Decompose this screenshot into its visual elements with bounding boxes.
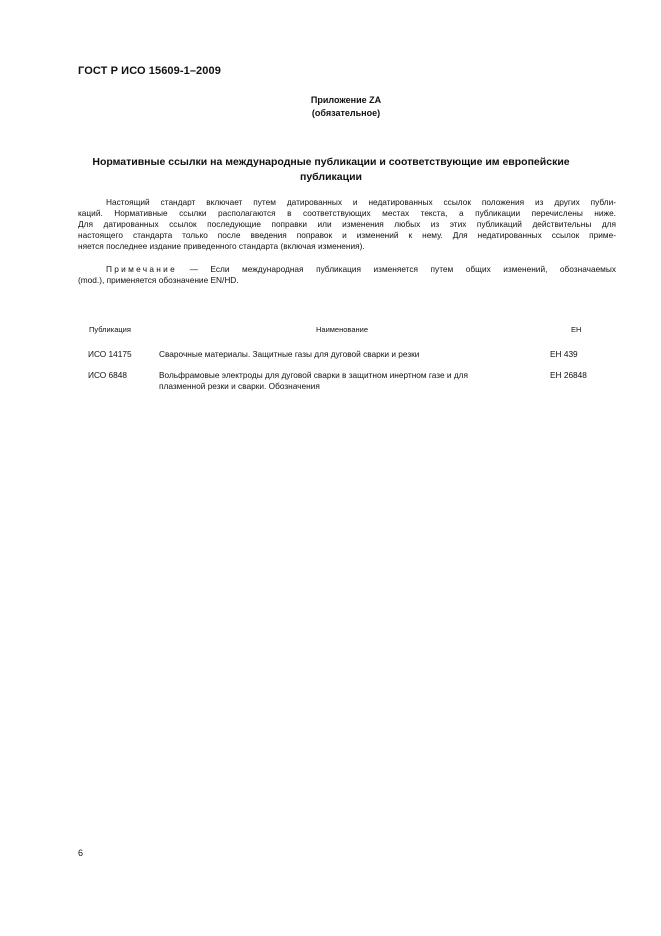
standard-code: ГОСТ Р ИСО 15609-1–2009 [78, 65, 221, 77]
note-line1 [78, 264, 616, 275]
annex-title: Приложение ZA [310, 95, 382, 105]
paragraph-line: няется последнее издание приведенного стандарта (включая изменения). [78, 241, 365, 251]
table-cell-name: Сварочные материалы. Защитные газы для дуговой сварки и резки [159, 349, 420, 359]
table-cell-name [159, 370, 539, 392]
table-cell-publication: ИСО 6848 [88, 370, 127, 380]
note-line2: (mod.), применяется обозначение EN/HD. [78, 275, 239, 285]
table-cell-name-line2: плазменной резки и сварки. Обозначения [159, 381, 320, 391]
section-title [78, 155, 584, 185]
table-header-en: ЕН [571, 325, 582, 334]
table-header-name: Наименование [316, 325, 368, 334]
page-number: 6 [78, 848, 84, 858]
note-paragraph [78, 264, 616, 286]
paragraph-line: Настоящий стандарт включает путем датированных и недатированных ссылок положения из других публи- [106, 197, 616, 207]
table-cell-publication: ИСО 14175 [88, 349, 132, 359]
intro-paragraph [78, 197, 616, 252]
note-label: Примечание [106, 264, 178, 274]
paragraph-line: Для датированных ссылок последующие поправки или изменения любых из этих публикаций действительны для [78, 219, 616, 229]
section-title-line2: публикации [300, 171, 362, 183]
section-title-line1: Нормативные ссылки на международные публикации и соответствующие им европейские [92, 156, 570, 168]
annex-status: (обязательное) [311, 108, 381, 118]
note-text: — Если международная публикация изменяется путем общих изменений, обозначаемых [177, 264, 616, 274]
paragraph-line: настоящего стандарта только после введения поправок и изменений к нему. Для недатированных ссылок приме- [78, 230, 616, 240]
table-header-publication: Публикация [89, 325, 131, 334]
paragraph-line: каций. Нормативные ссылки располагаются в соответствующих местах текста, а публикации перечислены ниже. [78, 208, 616, 218]
table-cell-en: ЕН 26848 [550, 370, 587, 380]
table-cell-en: ЕН 439 [550, 349, 578, 359]
table-cell-name-line1: Вольфрамовые электроды для дуговой сварки в защитном инертном газе и для [159, 370, 469, 380]
